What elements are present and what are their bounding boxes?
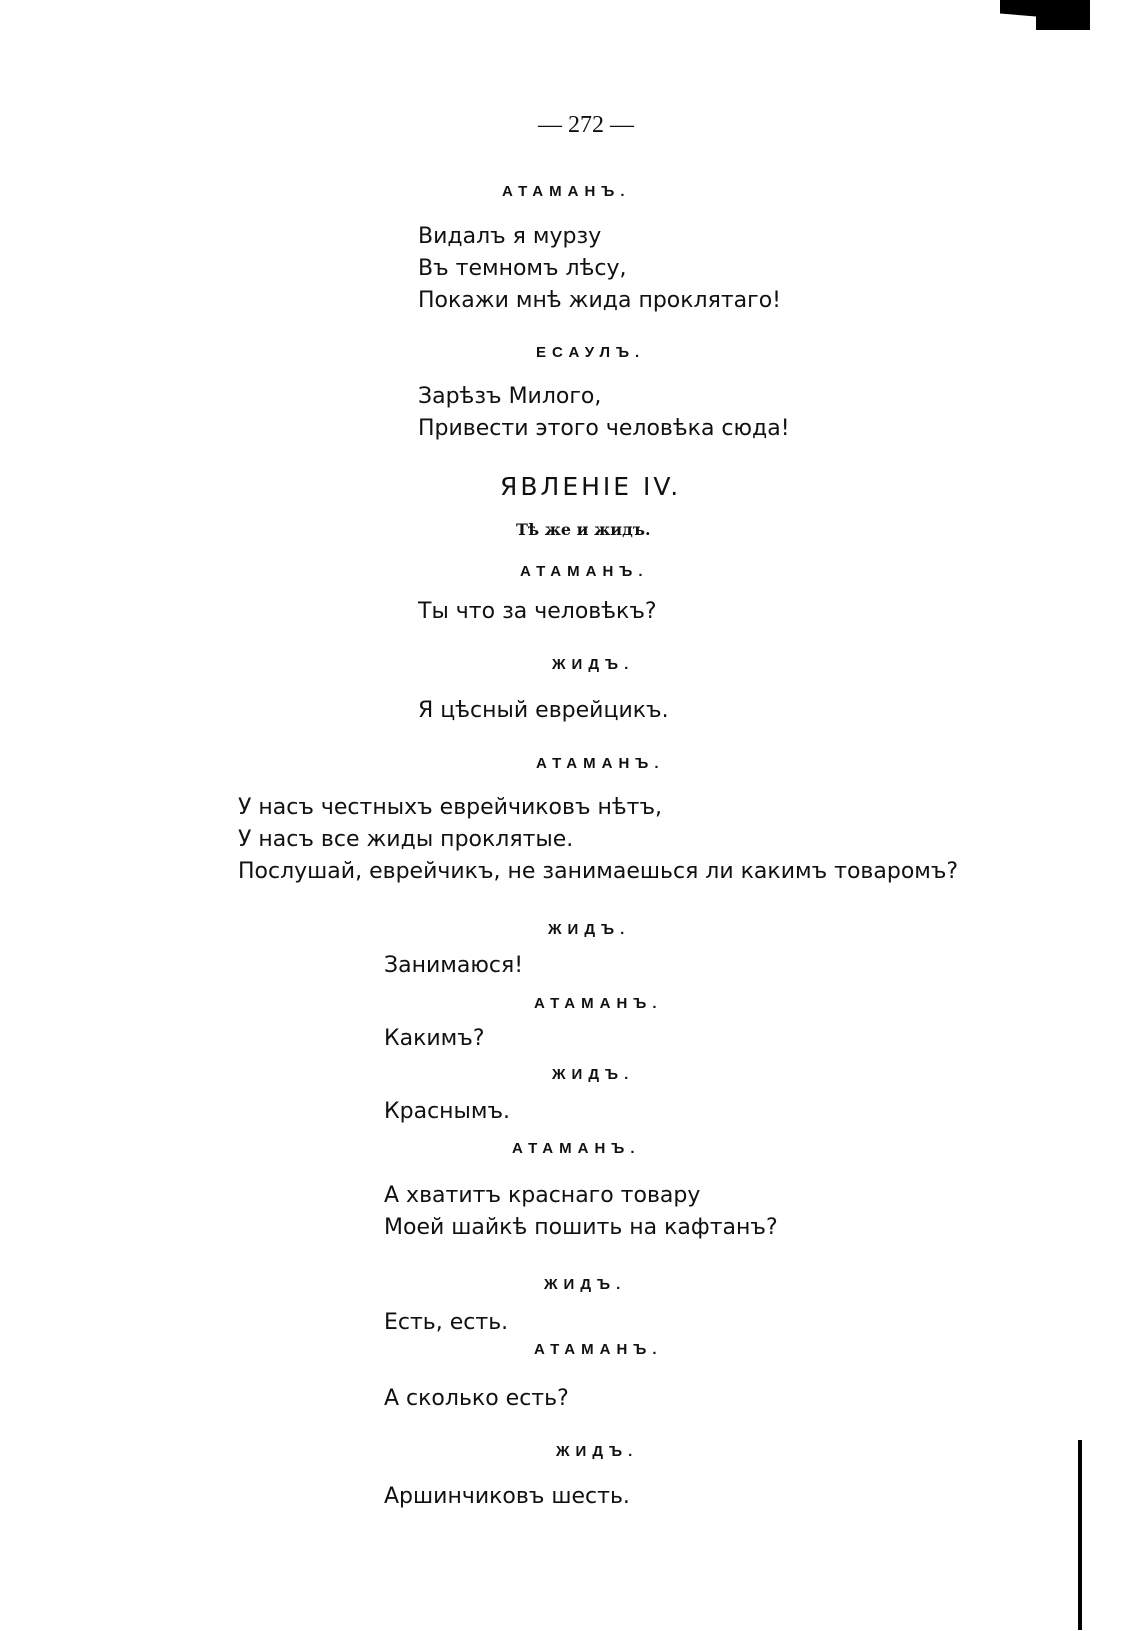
scan-mark-right-edge [1078, 1440, 1082, 1630]
speaker-label: АТАМАНЪ. [534, 995, 663, 1012]
speaker-label: АТАМАНЪ. [512, 1140, 641, 1157]
speaker-label: АТАМАНЪ. [520, 563, 649, 580]
verse-line: Ты что за человѣкъ? [418, 599, 657, 624]
verse-lines [418, 596, 657, 628]
speaker-label: ЖИДЪ. [548, 921, 631, 938]
verse-line: У насъ честныхъ еврейчиковъ нѣтъ, [238, 795, 663, 820]
verse-lines [384, 1096, 510, 1128]
verse-line: А хватитъ краснаго товару [384, 1183, 701, 1208]
stage-direction: Тѣ же и жидъ. [516, 520, 651, 539]
verse-line: Какимъ? [384, 1026, 485, 1051]
speaker-label: АТАМАНЪ. [534, 1341, 663, 1358]
verse-line: Краснымъ. [384, 1099, 511, 1124]
verse-line: Въ темномъ лѣсу, [418, 256, 627, 281]
verse-lines [384, 1481, 630, 1513]
verse-line: Я цѣсный еврейцикъ. [418, 698, 669, 723]
speaker-label: ЖИДЪ. [552, 656, 635, 673]
verse-lines [384, 1023, 485, 1055]
verse-line: У насъ все жиды проклятые. [238, 827, 574, 852]
verse-lines [384, 950, 523, 982]
speaker-label: ЖИДЪ. [552, 1066, 635, 1083]
verse-lines [384, 1383, 569, 1415]
verse-lines [384, 1307, 508, 1339]
verse-lines [384, 1180, 778, 1244]
scan-mark-top-right [1000, 0, 1090, 30]
verse-lines [238, 792, 958, 888]
speaker-label: ЕСАУЛЪ. [536, 344, 646, 361]
verse-line: Занимаюся! [384, 953, 524, 978]
speaker-label: ЖИДЪ. [556, 1443, 639, 1460]
page-number: — 272 — [538, 112, 634, 138]
verse-line: А сколько есть? [384, 1386, 569, 1411]
verse-lines [418, 381, 790, 445]
verse-line: Покажи мнѣ жида проклятаго! [418, 288, 781, 313]
speaker-label: АТАМАНЪ. [502, 183, 631, 200]
verse-line: Есть, есть. [384, 1310, 509, 1335]
scene-heading: ЯВЛЕНIЕ IV. [500, 472, 682, 501]
verse-line: Послушай, еврейчикъ, не занимаешься ли какимъ товаромъ? [238, 859, 959, 884]
verse-line: Моей шайкѣ пошить на кафтанъ? [384, 1215, 778, 1240]
verse-line: Видалъ я мурзу [418, 224, 602, 249]
verse-line: Привести этого человѣка сюда! [418, 416, 790, 441]
verse-lines [418, 221, 781, 317]
verse-line: Аршинчиковъ шесть. [384, 1484, 630, 1509]
verse-lines [418, 695, 669, 727]
speaker-label: ЖИДЪ. [544, 1276, 627, 1293]
verse-line: Зарѣзъ Милого, [418, 384, 602, 409]
speaker-label: АТАМАНЪ. [536, 755, 665, 772]
